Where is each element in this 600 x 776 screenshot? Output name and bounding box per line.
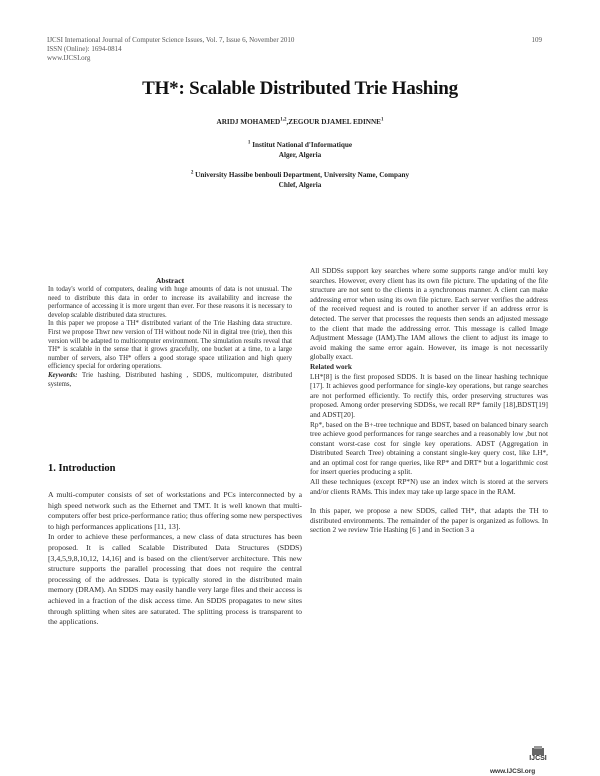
section-heading-introduction: 1. Introduction — [48, 463, 116, 474]
related-work-heading: Related work — [310, 361, 352, 371]
affiliation-2-location: Chlef, Algeria — [278, 181, 322, 189]
related-work-paragraph-1: LH*[8] is the first proposed SDDS. It is based on the linear hashing technique [17]. It achieves good performance for single-key operations, but range searches are not performed efficiently. To rectify this, order preserving structures was proposed. Among order preserving SDDSs, we recall RP* family [18],BDST[19] and ADST[20]. — [310, 371, 548, 419]
keywords — [48, 372, 292, 389]
ijcsi-logo-icon — [532, 746, 544, 755]
author-line — [0, 118, 600, 126]
right-column — [310, 266, 548, 535]
affiliation-1 — [0, 140, 600, 160]
right-paragraph-1: All SDDSs support key searches where some supports range and/or multi key searches. However, every client has its own file picture. The updating of the file structure are not sent to the clients in a synchronous manner. A client can make addressing error when using its own file picture. Each server verifies the address of the received request and is routed to another server if an address error is detected. The server that processes the requests then sends an adjusted message to the client that made the addressing error. This message is called Image Adjustment Message (IAM).The IAM allows the client to adjust its image to avoid making the same error again. However, its image is not necessarily globally exact. — [310, 266, 548, 362]
abstract-heading: Abstract — [155, 276, 185, 285]
ijcsi-logo-text: IJCSI — [529, 755, 547, 762]
right-paragraph-final: In this paper, we propose a new SDDS, called TH*, that adapts the TH to distributed environments. The remainder of the paper is organized as follows. In section 2 we review Trie Hashing [6 ] and in Section 3 a — [310, 506, 548, 535]
introduction-body — [48, 490, 302, 628]
introduction-paragraph-2: In order to achieve these performances, a new class of data structures has been proposed. It is called Scalable Distributed Data Structures (SDDS) [3,4,5,9,8,10,12, 14,16] and is based on the client/server architecture. This new structure supports the parallel processing that does not require the central processing of the addresses. Data is typically stored in the distributed main memory (DRAM). An SDDS may easily handle very large files and their access is achieved in a fraction of the disk access time. An SDDS propagates to new sites through splitting when sites are saturated. The splitting process is transparent to the applications. — [48, 532, 302, 627]
introduction-paragraph-1: A multi-computer consists of set of workstations and PCs interconnected by a high speed network such as the Ethernet and TMT. It is well known that multi-computers offer best price-performance ratio; thus offering some new perspectives to high performances applications [11, 13]. — [48, 490, 302, 531]
affiliation-1-location: Alger, Algeria — [278, 151, 322, 159]
author-2-affiliation: 1 — [380, 117, 384, 123]
affiliation-2 — [0, 170, 600, 190]
affiliation-1-number: 1 — [247, 140, 251, 146]
paper-title: TH*: Scalable Distributed Trie Hashing — [142, 78, 458, 99]
keywords-list: Trie hashing, Distributed hashing , SDDS, multicomputer, distributed systems, — [48, 371, 292, 388]
journal-header-line1: IJCSI International Journal of Computer Science Issues, Vol. 7, Issue 6, November 2010 — [47, 36, 295, 44]
journal-header-issn: ISSN (Online): 1694-0814 — [47, 45, 122, 53]
ijcsi-logo — [518, 746, 558, 763]
author-1-affiliation: 1,2 — [280, 117, 287, 123]
author-2: ,ZEGOUR DJAMEL EDINNE — [286, 118, 381, 126]
affiliation-2-number: 2 — [190, 170, 194, 176]
abstract-paragraph-2: In this paper we propose a TH* distributed variant of the Trie Hashing data structure. First we propose Thwr new version of TH without node Nil in digital tree (trie), then this version will be adapted to multicomputer environment. The simulation results reveal that TH* is scalable in the sense that it grows gracefully, one bucket at a time, to a large number of servers, also TH* offers a good storage space utilization and high query efficiency special for ordering operations. — [48, 320, 292, 371]
author-1: ARIDJ MOHAMED — [216, 118, 281, 126]
journal-header — [47, 36, 294, 63]
keywords-label: Keywords: — [48, 371, 78, 379]
affiliation-2-institution: University Hassibe benbouli Department, University Name, Company — [195, 171, 410, 179]
abstract-body — [48, 286, 292, 389]
footer-site-url: www.IJCSI.org — [490, 768, 536, 775]
journal-header-url: www.IJCSI.org — [47, 54, 91, 62]
related-work-paragraph-3: All these techniques (except RP*N) use an index witch is stored at the servers and/or clients RAMs. This index may take up large space in the RAM. — [310, 477, 548, 496]
page-number: 109 — [531, 36, 542, 44]
related-work-paragraph-2: Rp*, based on the B+-tree technique and BDST, based on balanced binary search tree achieve good performances for range searches and a reasonably low ,but not constant worst-case cost for single key operations. ADST (Aggregation in Distributed Search Tree) obtaining a constant single-key query cost, like LH*, and an optimal cost for range queries, like RP* and DRT* but a logarithmic cost for insert queries producing a split. — [310, 419, 548, 477]
affiliation-1-institution: Institut National d'Informatique — [252, 141, 353, 149]
abstract-paragraph-1: In today's world of computers, dealing with huge amounts of data is not unusual. The need to distribute this data in order to increase its availability and increase the performance of accessing it is more urgent than ever. For these reasons it is necessary to develop scalable distributed data structures. — [48, 286, 292, 319]
